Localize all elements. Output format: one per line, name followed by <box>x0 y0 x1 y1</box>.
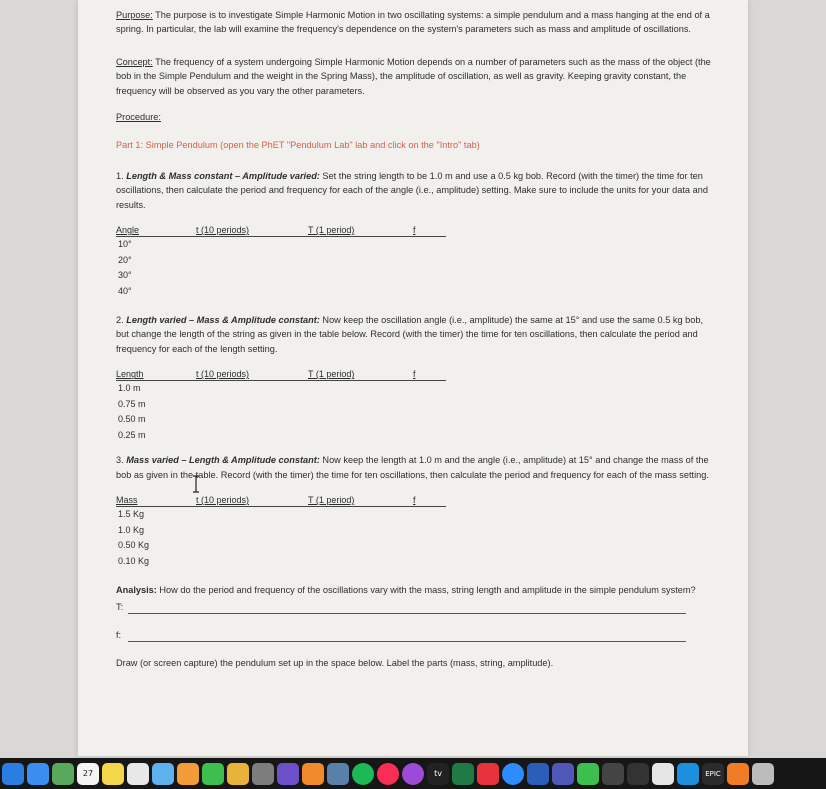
col-angle: Angle <box>116 225 140 236</box>
app-icon[interactable] <box>727 763 749 785</box>
step2-text: Now keep the oscillation angle (i.e., amplitude) the same at 15° and use the same 0.5 kg bob, but change the length of the string as given in the table below. Record (with the timer) the time for ten oscillations, then calculate the period and frequency for each of the length setting. <box>116 315 704 354</box>
step2-paragraph <box>116 313 716 356</box>
analysis-label: Analysis: <box>116 585 157 596</box>
draw-instruction: Draw (or screen capture) the pendulum set up in the space below. Label the parts (mass, string, amplitude). <box>116 658 554 669</box>
col-t10: t (10 periods) <box>196 495 250 506</box>
concept-paragraph <box>116 55 716 98</box>
analysis-text: How do the period and frequency of the oscillations vary with the mass, string length and amplitude in the simple pendulum system? <box>156 585 696 596</box>
angle-table-header <box>116 224 446 237</box>
step1-title: Length & Mass constant – Amplitude varied: <box>126 170 320 181</box>
mass-table-header <box>116 494 446 507</box>
safari-icon[interactable] <box>2 763 24 785</box>
step3-paragraph <box>116 453 716 482</box>
answer-T-label: T: <box>116 601 124 612</box>
length-table-header <box>116 368 446 381</box>
maps-icon[interactable] <box>52 763 74 785</box>
table-row: 30° <box>118 270 132 281</box>
answer-line-T[interactable] <box>116 600 716 614</box>
col-f: f <box>413 225 416 236</box>
teams-icon[interactable] <box>552 763 574 785</box>
tv-icon[interactable]: tv <box>427 763 449 785</box>
trash-icon[interactable] <box>752 763 774 785</box>
pages-icon[interactable] <box>177 763 199 785</box>
notes-icon[interactable] <box>102 763 124 785</box>
mass-table <box>116 494 716 569</box>
chrome-icon[interactable] <box>227 763 249 785</box>
purpose-paragraph <box>116 8 716 37</box>
answer-T-field[interactable] <box>128 601 686 614</box>
excel-icon[interactable] <box>452 763 474 785</box>
table-row: 1.5 Kg <box>118 509 145 520</box>
books-icon[interactable] <box>302 763 324 785</box>
step3-number: 3. <box>116 455 127 466</box>
col-T1: T (1 period) <box>308 369 355 380</box>
col-mass: Mass <box>116 495 138 506</box>
answer-f-label: f: <box>116 629 122 640</box>
procedure-heading: Procedure: <box>116 112 161 123</box>
music-icon[interactable] <box>377 763 399 785</box>
epic-icon[interactable]: EPIC <box>702 763 724 785</box>
news-icon[interactable] <box>477 763 499 785</box>
col-length: Length <box>116 369 144 380</box>
col-T1: T (1 period) <box>308 225 355 236</box>
answer-f-field[interactable] <box>128 629 686 642</box>
table-row: 0.25 m <box>118 429 146 440</box>
part1-title: Part 1: Simple Pendulum (open the PhET "Pendulum Lab" lab and click on the "Intro" tab) <box>116 140 480 151</box>
facetime-icon[interactable] <box>202 763 224 785</box>
col-t10: t (10 periods) <box>196 369 250 380</box>
table-row: 40° <box>118 285 132 296</box>
table-row: 1.0 Kg <box>118 524 145 535</box>
table-row: 0.50 Kg <box>118 540 150 551</box>
settings-icon[interactable] <box>677 763 699 785</box>
table-row: 0.75 m <box>118 398 146 409</box>
table-row: 0.10 Kg <box>118 555 150 566</box>
analysis-paragraph <box>116 583 716 597</box>
table-row: 0.50 m <box>118 414 146 425</box>
col-f: f <box>413 495 416 506</box>
photos-icon[interactable] <box>127 763 149 785</box>
step1-paragraph <box>116 169 716 212</box>
col-T1: T (1 period) <box>308 495 355 506</box>
spotify-icon[interactable] <box>352 763 374 785</box>
finder-icon[interactable] <box>152 763 174 785</box>
word-icon[interactable] <box>527 763 549 785</box>
table-row: 10° <box>118 239 132 250</box>
keynote-icon[interactable] <box>252 763 274 785</box>
document-content <box>116 8 716 671</box>
length-table <box>116 368 716 443</box>
concept-label: Concept: <box>116 56 153 67</box>
podcasts-icon[interactable] <box>402 763 424 785</box>
table-row: 20° <box>118 254 132 265</box>
controller-icon[interactable] <box>602 763 624 785</box>
calendar-icon[interactable]: 27 <box>77 763 99 785</box>
purpose-label: Purpose: <box>116 10 153 20</box>
preview-icon[interactable] <box>327 763 349 785</box>
xbox-icon[interactable] <box>627 763 649 785</box>
table-row: 1.0 m <box>118 383 141 394</box>
text-cursor-icon <box>191 475 201 493</box>
step2-title: Length varied – Mass & Amplitude constant: <box>126 315 320 326</box>
dock <box>0 758 826 789</box>
messages-icon[interactable] <box>577 763 599 785</box>
col-t10: t (10 periods) <box>196 225 250 236</box>
step3-title: Mass varied – Length & Amplitude constant: <box>126 455 320 466</box>
concept-text: The frequency of a system undergoing Simple Harmonic Motion depends on a number of parameters such as the mass of the object (the bob in the Simple Pendulum and the weight in the Spring Mass), the amplitude of oscillation, as well as gravity. Keeping gravity constant, the frequency will be observed as you vary the other parameters. <box>116 56 711 96</box>
zoom-icon[interactable] <box>502 763 524 785</box>
angle-table <box>116 224 716 299</box>
document-page <box>78 0 748 756</box>
step1-text: Set the string length to be 1.0 m and use a 0.5 kg bob. Record (with the timer) the time for ten oscillations, then calculate the period and frequency for each of the angle (i.e., amplitude) setting. Make sure to include the units for your data and results. <box>116 170 708 210</box>
mail-icon[interactable] <box>27 763 49 785</box>
imovie-icon[interactable] <box>277 763 299 785</box>
step2-number: 2. <box>116 315 127 326</box>
answer-line-f[interactable] <box>116 628 716 642</box>
step1-number: 1. <box>116 170 127 181</box>
pencil-icon[interactable] <box>652 763 674 785</box>
purpose-text: The purpose is to investigate Simple Harmonic Motion in two oscillating systems: a simple pendulum and a mass hanging at the end of a spring. In particular, the lab will examine the frequency's dependence on the system's parameters such as mass and amplitude of oscillations. <box>116 10 710 35</box>
step3-text: Now keep the length at 1.0 m and the angle (i.e., amplitude) at 15° and change the mass of the bob as given in the table. Record (with the timer) the time for ten oscillations, then calculate the period and frequency for each of the mass setting. <box>116 455 709 480</box>
col-f: f <box>413 369 416 380</box>
